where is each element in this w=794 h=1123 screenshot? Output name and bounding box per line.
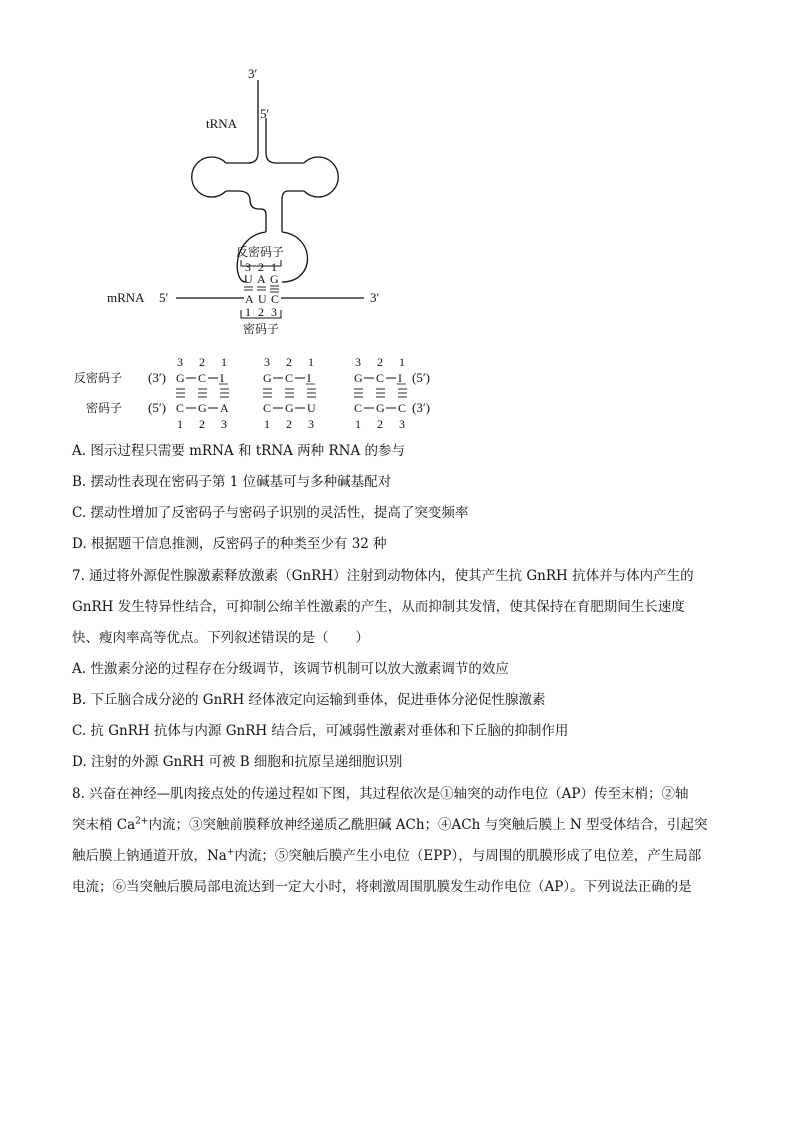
pair-anticodon-base: I (398, 371, 402, 385)
q7-stem-line-2: GnRH 发生特异性结合，可抑制公绵羊性激素的产生，从而抑制其发情，使其保持在育肥期间生长速度 (72, 599, 685, 615)
q7-stem-line-3: 快、瘦肉率高等优点。下列叙述错误的是（ ） (72, 630, 369, 646)
anticodon-title: 反密码子 (236, 245, 285, 259)
anticodon-pos-2: 2 (258, 260, 264, 274)
codon-pos-3: 3 (271, 305, 277, 319)
pair-codon-base: A (220, 401, 229, 415)
pair-top-number: 2 (377, 355, 383, 369)
q8-line2-part-b: 内流；③突触前膜释放神经递质乙酰胆碱 ACh；④ACh 与突触后膜上 N 型受体结合，引起突 (148, 817, 708, 833)
q6-option-a: A. 图示过程只需要 mRNA 和 tRNA 两种 RNA 的参与 (72, 443, 405, 459)
anticodon-base-g: G (270, 272, 279, 286)
pair-anticodon-base: C (285, 371, 294, 385)
trna-diagram (0, 0, 794, 440)
pair-anticodon-base: C (376, 371, 385, 385)
q8-stem-line-2 (72, 815, 722, 835)
pair-codon-base: G (285, 401, 294, 415)
q7-option-d: D. 注射的外源 GnRH 可被 B 细胞和抗原呈递细胞识别 (72, 754, 403, 770)
mrna-5prime-label: 5′ (159, 290, 169, 305)
pair-table-end-3-top: (3′) (148, 370, 167, 385)
q7-stem-line-1: 7. 通过将外源促性腺激素释放激素（GnRH）注射到动物体内，使其产生抗 GnRH 抗体并与体内产生的 (72, 568, 694, 584)
pair-top-number: 1 (221, 355, 227, 369)
pair-bottom-number: 3 (308, 417, 314, 431)
q8-sodium-charge: + (226, 847, 235, 858)
pair-bottom-number: 2 (286, 417, 292, 431)
pair-codon-base: U (307, 401, 316, 415)
pair-codon-base: G (198, 401, 207, 415)
pair-anticodon-base: G (354, 371, 363, 385)
codon-pos-2: 2 (258, 305, 264, 319)
pair-top-number: 1 (308, 355, 314, 369)
q8-stem-line-3 (72, 846, 722, 866)
pair-codon-base: G (376, 401, 385, 415)
pair-table-end-3-bottom: (3′) (412, 400, 431, 415)
pair-top-number: 2 (199, 355, 205, 369)
q6-option-c: C. 摆动性增加了反密码子与密码子识别的灵活性，提高了突变频率 (72, 505, 469, 521)
pair-top-number: 3 (177, 355, 183, 369)
anticodon-pos-1: 1 (271, 260, 277, 274)
q8-line3-part-a: 触后膜上钠通道开放，Na (72, 848, 227, 864)
pair-anticodon-base: G (263, 371, 272, 385)
codon-pos-1: 1 (245, 305, 251, 319)
pair-table-end-5-bottom: (5′) (148, 400, 167, 415)
trna-label: tRNA (206, 116, 238, 131)
pair-bottom-number: 2 (377, 417, 383, 431)
q6-option-b: B. 摆动性表现在密码子第 1 位碱基可与多种碱基配对 (72, 474, 392, 490)
anticodon-pos-3: 3 (245, 260, 251, 274)
pair-anticodon-base: G (176, 371, 185, 385)
pair-table-groups (176, 355, 407, 431)
trna-5prime-label: 5′ (260, 106, 270, 121)
pair-table-end-5-top: (5′) (412, 370, 431, 385)
q8-stem-line-4: 电流；⑥当突触后膜局部电流达到一定大小时，将刺激周围肌膜发生动作电位（AP）。下列说法正确的是 (72, 879, 692, 895)
pair-table-anticodon-label: 反密码子 (74, 371, 123, 385)
pair-bottom-number: 3 (221, 417, 227, 431)
pair-codon-base: C (354, 401, 363, 415)
pair-anticodon-base: C (198, 371, 207, 385)
pair-codon-base: C (263, 401, 272, 415)
pair-codon-base: C (176, 401, 185, 415)
q8-stem-line-1: 8. 兴奋在神经—肌肉接点处的传递过程如下图，其过程依次是①轴突的动作电位（AP）传至末梢；②轴 (72, 786, 689, 802)
pair-anticodon-base: I (307, 371, 311, 385)
mrna-3prime-label: 3′ (370, 290, 380, 305)
q8-line2-part-a: 突末梢 Ca (72, 817, 136, 833)
q7-option-b: B. 下丘脑合成分泌的 GnRH 经体液定向运输到垂体，促进垂体分泌促性腺激素 (72, 692, 546, 708)
pair-bottom-number: 1 (264, 417, 270, 431)
anticodon-base-u: U (244, 272, 253, 286)
pair-top-number: 3 (355, 355, 361, 369)
q6-option-d: D. 根据题干信息推测，反密码子的种类至少有 32 种 (72, 536, 387, 552)
pair-top-number: 3 (264, 355, 270, 369)
codon-title: 密码子 (243, 322, 280, 336)
pair-bottom-number: 1 (355, 417, 361, 431)
pair-table-codon-label: 密码子 (86, 401, 123, 415)
codon-base-u: U (258, 292, 267, 306)
pair-bottom-number: 1 (177, 417, 183, 431)
pair-anticodon-base: I (220, 371, 224, 385)
pair-codon-base: C (398, 401, 407, 415)
q8-calcium-charge: 2+ (135, 816, 149, 827)
q7-option-a: A. 性激素分泌的过程存在分级调节，该调节机制可以放大激素调节的效应 (72, 661, 509, 677)
pair-bottom-number: 2 (199, 417, 205, 431)
codon-base-a: A (245, 292, 254, 306)
mrna-label: mRNA (107, 290, 145, 305)
pair-top-number: 1 (399, 355, 405, 369)
q7-option-c: C. 抗 GnRH 抗体与内源 GnRH 结合后，可减弱性激素对垂体和下丘脑的抑制作用 (72, 723, 569, 739)
anticodon-base-a: A (257, 272, 266, 286)
pair-top-number: 2 (286, 355, 292, 369)
q8-line3-part-b: 内流；⑤突触后膜产生小电位（EPP），与周围的肌膜形成了电位差，产生局部 (234, 848, 702, 864)
pair-bottom-number: 3 (399, 417, 405, 431)
trna-3prime-label: 3′ (248, 66, 258, 81)
codon-base-c: C (271, 292, 280, 306)
